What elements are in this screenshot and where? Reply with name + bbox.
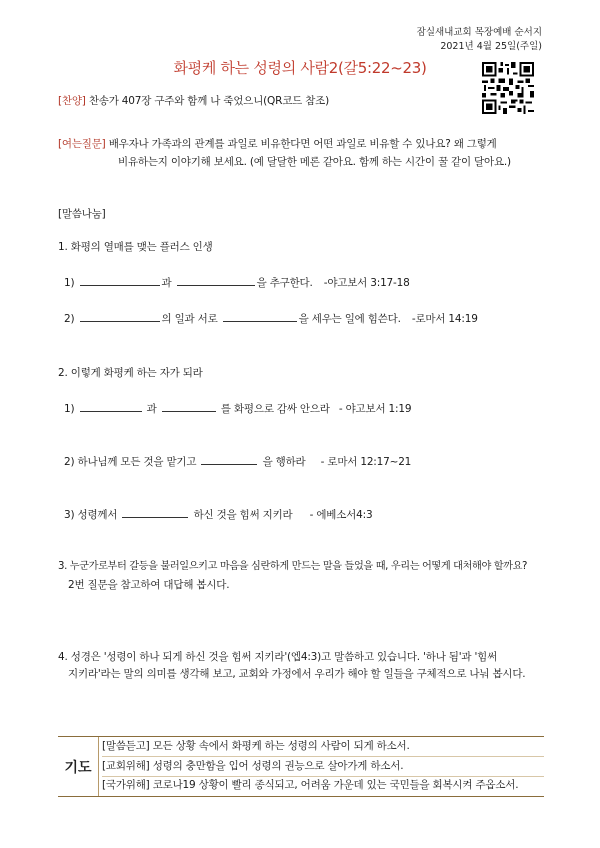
opening-question-line1 <box>58 136 497 152</box>
q2-item-1-mid: 과 <box>146 403 157 415</box>
q1-item-2-ref: -로마서 14:19 <box>411 313 478 325</box>
q1-item-2-tail: 을 세우는 일에 힘쓴다. <box>298 313 401 325</box>
q1-item-2-mid: 의 일과 서로 <box>161 313 218 325</box>
fill-blank[interactable] <box>201 454 257 465</box>
fill-blank[interactable] <box>177 275 255 286</box>
q1-item-1-mid: 과 <box>161 277 172 289</box>
hymn-line <box>58 93 329 109</box>
q1-item-1-ref: -야고보서 3:17-18 <box>323 277 410 289</box>
sharing-tag: [말씀나눔] <box>58 208 106 220</box>
fill-blank[interactable] <box>80 401 142 412</box>
opening-text-2: 비유하는지 이야기해 보세요. (예 달달한 메론 같아요. 함께 하는 시간이 꿀 같이 달아요.) <box>118 156 511 168</box>
q2-item-1-tail: 를 화평으로 감싸 안으라 <box>220 403 330 415</box>
fill-blank[interactable] <box>223 311 297 322</box>
q1-item-2-number: 2) <box>64 313 75 325</box>
q2-item-1 <box>64 401 411 417</box>
prayer-item: [국가위해] 코로나19 상황이 빨리 종식되고, 어려움 가운데 있는 국민들을 회복시켜 주옵소서. <box>102 779 519 791</box>
q2-item-2-tail: 을 행하라 <box>262 456 306 468</box>
q3-question-cont: 2번 질문을 참고하여 대답해 봅시다. <box>68 579 230 591</box>
hymn-text: 찬송가 407장 구주와 함께 나 죽었으니(QR코드 참조) <box>88 95 330 107</box>
q2-item-1-ref: - 야고보서 1:19 <box>338 403 412 415</box>
q2-item-3-ref: - 에베소서4:3 <box>309 509 373 521</box>
fill-blank[interactable] <box>80 275 160 286</box>
q3-question: 3. 누군가로부터 갈등을 불러일으키고 마음을 심란하게 만드는 말을 들었을 때, 우리는 어떻게 대처해야 할까요? <box>58 561 528 572</box>
q2-item-2-ref: - 로마서 12:17~21 <box>320 456 412 468</box>
prayer-item: [말씀듣고] 모든 상황 속에서 화평케 하는 성령의 사람이 되게 하소서. <box>102 740 410 752</box>
qr-code-icon[interactable] <box>482 62 534 114</box>
q2-heading: 2. 이렇게 화평케 하는 자가 되라 <box>58 367 203 379</box>
q2-item-2-pre: 2) 하나님께 모든 것을 맡기고 <box>64 456 197 468</box>
q2-item-3-tail: 하신 것을 힘써 지키라 <box>193 509 293 521</box>
q2-item-1-number: 1) <box>64 403 75 415</box>
church-name: 잠실새내교회 목장예배 순서지 <box>416 27 542 38</box>
q2-item-2 <box>64 454 411 470</box>
q1-item-2 <box>64 311 478 327</box>
q4-question-cont: 지키라'라는 말의 의미를 생각해 보고, 교회와 가정에서 우리가 해야 할 일들을 구체적으로 나눠 봅시다. <box>68 668 526 680</box>
hymn-tag: [찬양] <box>58 95 86 107</box>
q1-item-1 <box>64 275 410 291</box>
prayer-box <box>58 736 544 797</box>
page-title: 화평케 하는 성령의 사람2(갈5:22~23) <box>173 59 427 77</box>
q2-item-3-pre: 3) 성령께서 <box>64 509 118 521</box>
q1-item-1-number: 1) <box>64 277 75 289</box>
fill-blank[interactable] <box>162 401 216 412</box>
opening-text-1: 배우자나 가족과의 관계를 과일로 비유한다면 어떤 과일로 비유할 수 있나요? 왜 그렇게 <box>108 138 497 150</box>
q4-question: 4. 성경은 '성령이 하나 되게 하신 것을 힘써 지키라'(엡4:3)고 말씀하고 있습니다. '하나 됨'과 '힘써 <box>58 651 498 663</box>
q1-item-1-tail: 을 추구한다. <box>256 277 313 289</box>
fill-blank[interactable] <box>80 311 160 322</box>
q2-item-3 <box>64 507 372 523</box>
service-date: 2021년 4월 25일(주일) <box>440 41 542 52</box>
opening-tag: [여는질문] <box>58 138 106 150</box>
q1-heading: 1. 화평의 열매를 맺는 플러스 인생 <box>58 241 213 253</box>
fill-blank[interactable] <box>122 507 188 518</box>
prayer-label: 기도 <box>58 737 99 796</box>
prayer-item: [교회위해] 성령의 충만함을 입어 성령의 권능으로 살아가게 하소서. <box>102 756 544 777</box>
